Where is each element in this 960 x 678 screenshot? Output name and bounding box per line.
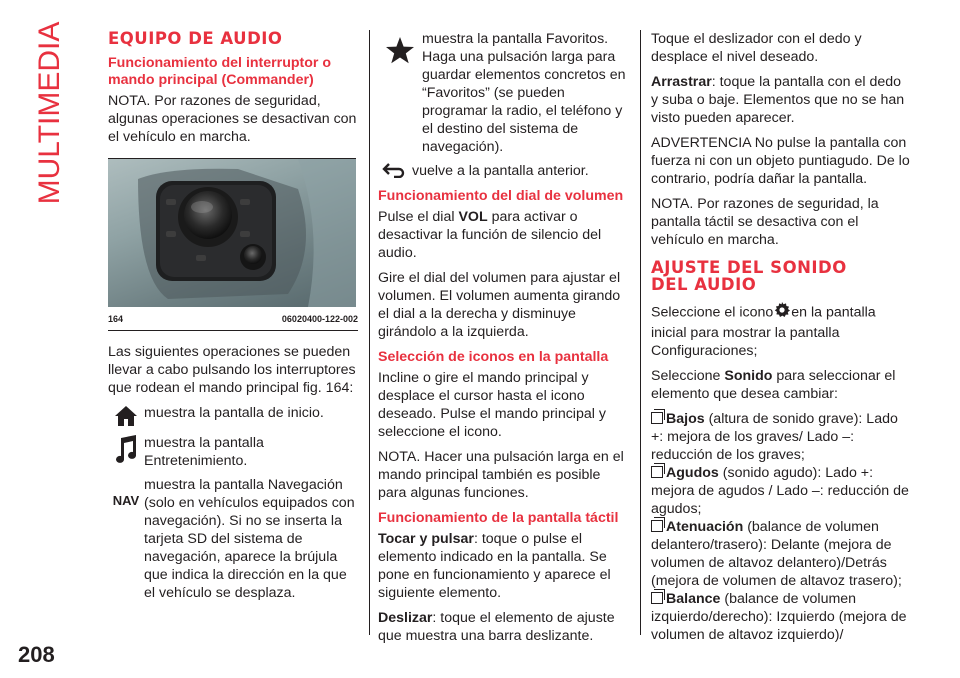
bold-term: VOL xyxy=(458,209,488,225)
figure-number: 164 xyxy=(108,314,124,324)
subsection-title: Selección de iconos en la pantalla xyxy=(378,349,609,365)
checkbox-bullet-icon xyxy=(651,592,663,604)
commander-illustration xyxy=(108,159,356,307)
column-3 xyxy=(651,30,911,644)
paragraph: ADVERTENCIA No pulse la pantalla con fuerza ni con un objeto puntiagudo. De lo contrario, podría dañar la pantalla. xyxy=(651,135,910,187)
side-section-label-wrap xyxy=(30,21,70,205)
subsection-title: Funcionamiento de la pantalla táctil xyxy=(378,510,619,526)
section-title-line: AJUSTE DEL SONIDO xyxy=(651,258,847,277)
home-icon xyxy=(108,404,144,428)
text: Seleccione el icono xyxy=(651,304,774,321)
section-title-line: DEL AUDIO xyxy=(651,275,757,294)
figure-code: 06020400-122-002 xyxy=(281,314,358,324)
column-divider-2 xyxy=(640,30,641,635)
text: : toque la pantalla con el dedo y suba o baje. Elementos que no se han visto pueden aparecer. xyxy=(651,74,905,126)
bold-term: Balance xyxy=(666,591,721,607)
section-title xyxy=(651,259,911,293)
paragraph xyxy=(378,609,628,645)
item-text: vuelve a la pantalla anterior. xyxy=(412,163,589,179)
paragraph xyxy=(651,367,911,403)
column-1 xyxy=(108,30,358,608)
paragraph xyxy=(651,301,911,360)
bullet-item xyxy=(651,410,911,464)
item-text: muestra la pantalla Navegación (solo en vehículos equipados con navegación). Si no se inserta la tarjeta SD del sistema de navegación, aparece la brújula que indica la dirección en la que el vehículo se desplaza. xyxy=(144,477,355,601)
paragraph: NOTA. Por razones de seguridad, la pantalla táctil se desactiva con el vehículo en marcha. xyxy=(651,196,879,248)
paragraph: Las siguientes operaciones se pueden llevar a cabo pulsando los interruptores que rodean el mando principal fig. 164: xyxy=(108,344,356,396)
list-item xyxy=(108,476,358,602)
item-text: muestra la pantalla Entretenimiento. xyxy=(144,435,264,469)
paragraph xyxy=(378,530,628,602)
item-text: muestra la pantalla Favoritos. Haga una pulsación larga para guardar elementos concretos en “Favoritos” (se pueden programar la radio, el teléfono y el destino del sistema de navegación). xyxy=(422,31,626,155)
text: (balance de volumen delantero/trasero): Delante (mejora de volumen de altavoz delantero)/Detrás (mejora de volumen de altavoz trasero); xyxy=(651,519,902,589)
figure-commander-photo xyxy=(108,158,356,307)
bold-term: Deslizar xyxy=(378,610,433,626)
bullet-item xyxy=(651,464,911,518)
bold-term: Tocar y pulsar xyxy=(378,531,474,547)
nav-icon: NAV xyxy=(112,493,140,508)
list-item xyxy=(108,434,358,470)
text: (balance de volumen izquierdo/derecho): Izquierdo (mejora de volumen de altavoz izquierdo)/ xyxy=(651,591,907,643)
page-number: 208 xyxy=(18,642,55,667)
column-2 xyxy=(378,30,628,652)
figure-caption xyxy=(108,307,358,331)
gear-icon xyxy=(773,301,791,324)
paragraph: Toque el deslizador con el dedo y desplace el nivel deseado. xyxy=(651,31,862,65)
text: : toque o pulse el elemento indicado en la pantalla. Se pone en funcionamiento y aparece el siguiente elemento. xyxy=(378,531,611,601)
star-icon xyxy=(378,30,422,64)
bold-term: Arrastrar xyxy=(651,74,712,90)
side-section-label: MULTIMEDIA xyxy=(33,21,66,205)
paragraph: Gire el dial del volumen para ajustar el volumen. El volumen aumenta girando el dial a la derecha y disminuye girándolo a la izquierda. xyxy=(378,270,621,340)
subsection-title: Funcionamiento del dial de volumen xyxy=(378,188,624,204)
bold-term: Atenuación xyxy=(666,519,744,535)
paragraph xyxy=(651,73,911,127)
bold-term: Agudos xyxy=(666,465,719,481)
text: : toque el elemento de ajuste que muestra una barra deslizante. xyxy=(378,610,615,644)
bold-term: Bajos xyxy=(666,411,705,427)
subsection-title: Funcionamiento del interruptor o mando principal (Commander) xyxy=(108,55,332,88)
checkbox-bullet-icon xyxy=(651,412,663,424)
list-item xyxy=(108,404,358,428)
paragraph xyxy=(378,208,628,262)
text: Pulse el dial xyxy=(378,209,459,225)
bullet-item xyxy=(651,590,911,644)
text: en la pantalla inicial para mostrar la pantalla Configuraciones; xyxy=(651,304,876,359)
section-title: EQUIPO DE AUDIO xyxy=(108,29,283,48)
text: para seleccionar el elemento que desea cambiar: xyxy=(651,368,896,402)
list-item xyxy=(378,162,628,180)
bullet-item xyxy=(651,518,911,590)
text: (sonido agudo): Lado +: mejora de agudos / Lado –: reducción de agudos; xyxy=(651,465,909,517)
paragraph: NOTA. Hacer una pulsación larga en el mando principal también es posible para algunas funciones. xyxy=(378,449,624,501)
paragraph: NOTA. Por razones de seguridad, algunas operaciones se desactivan con el vehículo en marcha. xyxy=(108,93,357,145)
paragraph: Incline o gire el mando principal y desplace el cursor hasta el icono deseado. Pulse el mando principal y seleccione el icono. xyxy=(378,370,606,440)
checkbox-bullet-icon xyxy=(651,520,663,532)
list-item xyxy=(378,30,628,156)
text: (altura de sonido grave): Lado +: mejora de los graves/ Lado –: reducción de los graves; xyxy=(651,411,898,463)
text: para activar o desactivar la función de silencio del audio. xyxy=(378,209,602,261)
bold-term: Sonido xyxy=(724,368,773,384)
item-text: muestra la pantalla de inicio. xyxy=(144,405,324,421)
text: Seleccione xyxy=(651,368,725,384)
column-divider-1 xyxy=(369,30,370,635)
music-note-icon xyxy=(108,434,144,464)
checkbox-bullet-icon xyxy=(651,466,663,478)
